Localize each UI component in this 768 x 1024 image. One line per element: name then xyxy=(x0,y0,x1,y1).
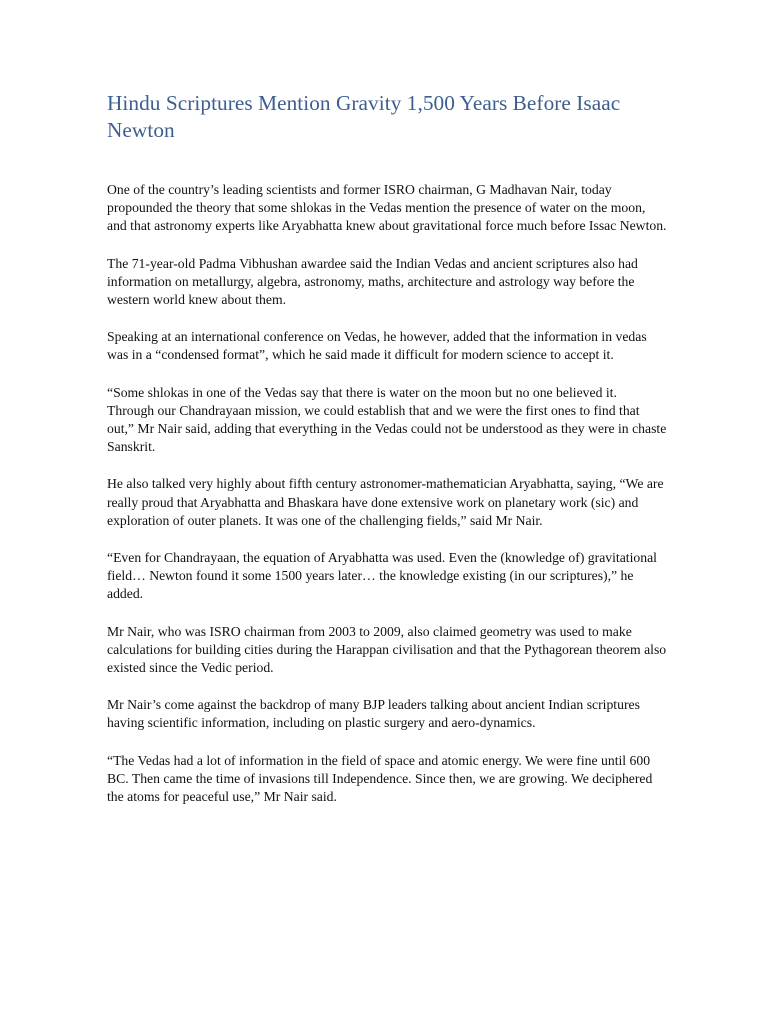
paragraph-7: Mr Nair, who was ISRO chairman from 2003 to 2009, also claimed geometry was used to make calculations for building cities during the Harappan civilisation and that the Pythagorean theorem also existed since the Vedic period. xyxy=(107,623,667,676)
paragraph-5: He also talked very highly about fifth century astronomer-mathematician Aryabhatta, saying, “We are really proud that Aryabhatta and Bhaskara have done extensive work on planetary work (sic) and exploration of outer planets. It was one of the challenging fields,” said Mr Nair. xyxy=(107,476,664,528)
paragraph-8: Mr Nair’s come against the backdrop of many BJP leaders talking about ancient Indian scriptures having scientific information, including on plastic surgery and aero-dynamics. xyxy=(107,697,640,731)
paragraph-9: “The Vedas had a lot of information in the field of space and atomic energy. We were fine until 600 BC. Then came the time of invasions till Independence. Since then, we are growing. We deciphered the atoms for peaceful use,” Mr Nair said. xyxy=(107,752,653,805)
article-title: Hindu Scriptures Mention Gravity 1,500 Years Before Isaac Newton xyxy=(107,91,621,142)
paragraph-4: “Some shlokas in one of the Vedas say that there is water on the moon but no one believed it. Through our Chandrayaan mission, we could establish that and we were the first ones to find that out,” Mr Nair said, adding that everything in the Vedas could not be understood as they were in chaste Sanskrit. xyxy=(107,384,667,455)
paragraph-6: “Even for Chandrayaan, the equation of Aryabhatta was used. Even the (knowledge of) gravitational field… Newton found it some 1500 years later… the knowledge existing (in our scriptures),” he added. xyxy=(107,550,657,602)
paragraph-1: One of the country’s leading scientists and former ISRO chairman, G Madhavan Nair, today propounded the theory that some shlokas in the Vedas mention the presence of water on the moon, and that astronomy experts like Aryabhatta knew about gravitational force much before Issac Newton. xyxy=(107,182,667,234)
paragraph-2: The 71-year-old Padma Vibhushan awardee said the Indian Vedas and ancient scriptures also had information on metallurgy, algebra, astronomy, maths, architecture and astrology way before the western world knew about them. xyxy=(107,255,638,308)
paragraph-3: Speaking at an international conference on Vedas, he however, added that the information in vedas was in a “condensed format”, which he said made it difficult for modern science to accept it. xyxy=(107,329,647,363)
document-page xyxy=(107,90,667,825)
